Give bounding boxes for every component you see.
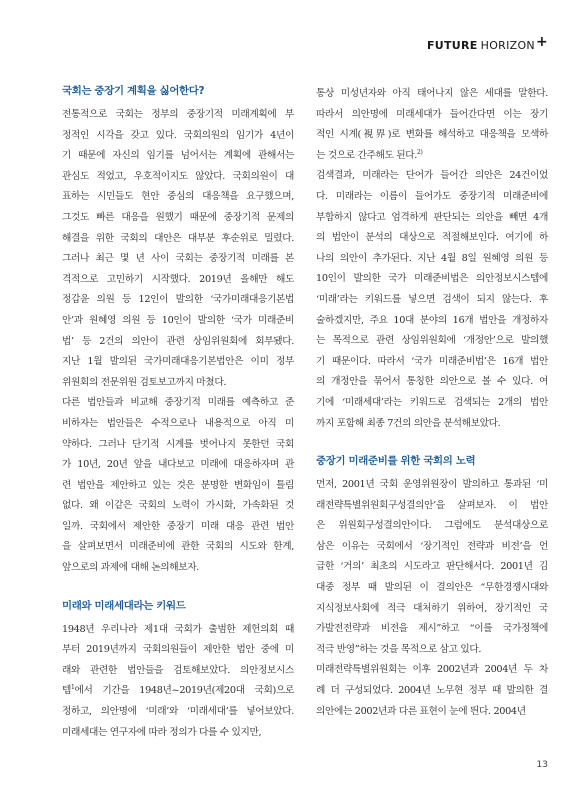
text-line: 는 목적으로 관련 상임위원회에 ‘개정안’으로 발의했 xyxy=(316,335,548,347)
text-line: 격적으로 고민하기 시작했다. 2019년 올해만 해도 xyxy=(62,273,294,285)
right-column xyxy=(316,84,548,722)
text-line: 없다. 왜 이같은 국회의 노력이 가시화, 가속화된 것 xyxy=(62,500,294,512)
left-paragraph-1 xyxy=(62,105,294,393)
text-line: 표하는 시민들도 현안 중심의 대응책을 요구했으며, xyxy=(62,191,294,203)
text-line: 정하고, 의안명에 ‘미래’와 ‘미래세대’를 넣어보았다. xyxy=(62,706,294,718)
page-number: 13 xyxy=(536,760,548,770)
text-line: 가 10년, 20년 앞을 내다보고 미래에 대응하자며 관 xyxy=(62,459,294,471)
text-line: 적극 반영”하는 것을 목적으로 삼고 있다. xyxy=(316,643,482,655)
text-line: 기 때문이다. 따라서 ‘국가 미래준비법’은 16개 법안 xyxy=(316,355,548,367)
text-line: 삼은 이유는 국회에서 ‘장기적인 전략과 비전’을 언 xyxy=(316,540,548,552)
text-line: 미래전략특별위원회는 이후 2002년과 2004년 두 차 xyxy=(316,664,548,676)
right-paragraph-2 xyxy=(316,166,548,434)
brand-plus-mark: + xyxy=(535,34,548,50)
text-line: 의안에는 2002년과 다른 표현이 눈에 띈다. 2004년 xyxy=(316,705,526,717)
text-line: 해결을 위한 국회의 대안은 대부분 후순위로 밀렸다. xyxy=(62,232,294,244)
left-column xyxy=(62,84,294,743)
text-line: 을 살펴보면서 미래준비에 관한 국회의 시도와 한계, xyxy=(62,541,294,553)
text-line: 위원회의 전문위원 검토보고까지 마쳤다. xyxy=(62,376,227,388)
section-heading-3: 중장기 미래준비를 위한 국회의 노력 xyxy=(316,455,476,468)
text-line: 까지 포함해 최종 7건의 의안을 분석해보았다. xyxy=(316,417,501,429)
text-line: 부합하지 않다고 엄격하게 판단되는 의안을 빼면 4개 xyxy=(316,211,548,223)
text-line: 그것도 빠른 대응을 원했기 때문에 중장기적 문제의 xyxy=(62,211,294,223)
text-line: 련 법안을 제안하고 있는 것은 분명한 변화임이 틀림 xyxy=(62,479,294,491)
section-gap xyxy=(62,579,294,599)
brand-bold: FUTURE xyxy=(426,38,478,52)
right-paragraph-3 xyxy=(316,475,548,660)
text-line: 가발전전략과 비전을 제시”하고 “이를 국가정책에 xyxy=(316,623,548,635)
text-line: 술하겠지만, 주요 10대 분야의 16개 법안을 개정하자 xyxy=(316,314,548,326)
text-line: 따라서 의안명에 미래세대가 들어간다면 이는 장기 xyxy=(316,108,548,120)
text-line: 나의 의안이 추가된다. 지난 4월 8일 원혜영 의원 등 xyxy=(316,252,548,264)
section-heading-1: 국회는 중장기 계획을 싫어한다? xyxy=(62,85,205,97)
text-line: 비하자는 법안들은 수적으로나 내용적으로 아직 미 xyxy=(62,417,294,429)
text-line: 1948년 우리나라 제1대 국회가 출범한 제헌의회 때 xyxy=(62,623,294,635)
text-line: 일까. 국회에서 제안한 중장기 미래 대응 관련 법안 xyxy=(62,520,294,532)
left-paragraph-3 xyxy=(62,620,294,744)
text-line: 대중 정부 때 발의된 이 결의안은 “무한경쟁시대와 xyxy=(316,582,548,594)
text-line: 지난 1월 발의된 국가미래대응기본법안은 이미 정부 xyxy=(62,356,294,368)
text-line: 다. 미래라는 이름이 들어가도 중장기적 미래준비에 xyxy=(316,190,548,202)
text-line: 례 더 구성되었다. 2004년 노무현 정부 때 발의한 결 xyxy=(316,685,548,697)
text-line: 정갑윤 의원 등 12인이 발의한 ‘국가미래대응기본법 xyxy=(62,294,294,306)
left-paragraph-2 xyxy=(62,393,294,578)
text-line: 안’과 원혜영 의원 등 10인이 발의한 ‘국가 미래준비 xyxy=(62,314,294,326)
text-line: 래와 관련한 법안들을 검토해보았다. 의안정보시스 xyxy=(62,664,294,676)
text-line: 그러나 최근 몇 년 사이 국회는 중장기적 미래를 본 xyxy=(62,253,294,265)
right-paragraph-1 xyxy=(316,84,548,166)
footnote-marker: 2) xyxy=(417,148,423,156)
text-line: 의 개정안을 묶어서 통칭한 의안으로 볼 수 있다. 여 xyxy=(316,376,548,388)
text-line: 의 법안이 분석의 대상으로 적절해보인다. 여기에 하 xyxy=(316,232,548,244)
text-line: 통상 미성년자와 아직 태어나지 않은 세대를 말한다. xyxy=(316,88,548,99)
section-gap xyxy=(316,434,548,454)
text-line: 10인이 발의한 국가 미래준비법은 의안정보시스템에 xyxy=(316,273,548,285)
text-line: 래전략특별위원회구성결의안’을 살펴보자. 이 법안 xyxy=(316,499,548,511)
right-paragraph-4 xyxy=(316,660,548,722)
text-line: ‘미래’라는 키워드를 넣으면 검색이 되지 않는다. 후 xyxy=(316,293,548,305)
text-line: 미래세대는 연구자에 따라 정의가 다를 수 있지만, xyxy=(62,726,262,738)
text-line: 은 위원회구성결의안이다. 그럼에도 분석대상으로 xyxy=(316,520,548,532)
text-line: 부터 2019년까지 국회의원들이 제안한 법안 중에 미 xyxy=(62,644,294,656)
text-line: 지식정보사회에 적극 대처하기 위하여, 장기적인 국 xyxy=(316,602,548,614)
text-line: 급한 ‘거의’ 최초의 시도라고 판단해서다. 2001년 김 xyxy=(316,561,548,573)
text-line: 앞으로의 과제에 대해 논의해보자. xyxy=(62,562,200,574)
brand-header xyxy=(426,34,548,52)
text-line: 약하다. 그러나 단기적 시계를 벗어나지 못한던 국회 xyxy=(62,438,294,450)
text-line: 다른 법안들과 비교해 중장기적 미래를 예측하고 준 xyxy=(62,397,294,409)
text-line: 적인 시계(視界)로 변화를 해석하고 대응책을 모색하 xyxy=(316,129,548,141)
section-heading-2: 미래와 미래세대라는 키워드 xyxy=(62,599,186,612)
text-line: 기에 ‘미래세대’라는 키워드로 검색되는 2개의 법안 xyxy=(316,396,548,408)
text-line: 는 것으로 간주해도 된다.$^{2)}$ xyxy=(316,148,423,161)
text-line: 전통적으로 국회는 정부의 중장기적 미래계획에 부 xyxy=(62,109,294,120)
text-line: 관심도 적었고, 우호적이지도 않았다. 국회의원이 대 xyxy=(62,170,294,182)
text-line: 법’ 등 2건의 의안이 관련 상임위원회에 회부됐다. xyxy=(62,335,294,347)
brand-light: HORIZON xyxy=(480,38,535,52)
text-line: 검색결과, 미래라는 단어가 들어간 의안은 24건이었 xyxy=(316,170,548,182)
text-line: 먼저, 2001년 국회 운영위원장이 발의하고 통과된 ‘미 xyxy=(316,479,548,491)
text-line: 정적인 시각을 갖고 있다. 국회의원의 임기가 4년이 xyxy=(62,129,294,141)
footnote-marker: 1 xyxy=(71,684,75,692)
text-line: 템$^1$에서 기간을 1948년~2019년(제20대 국회)으로 xyxy=(62,684,294,697)
text-line: 기 때문에 자신의 임기를 넘어서는 계획에 관해서는 xyxy=(62,150,294,162)
